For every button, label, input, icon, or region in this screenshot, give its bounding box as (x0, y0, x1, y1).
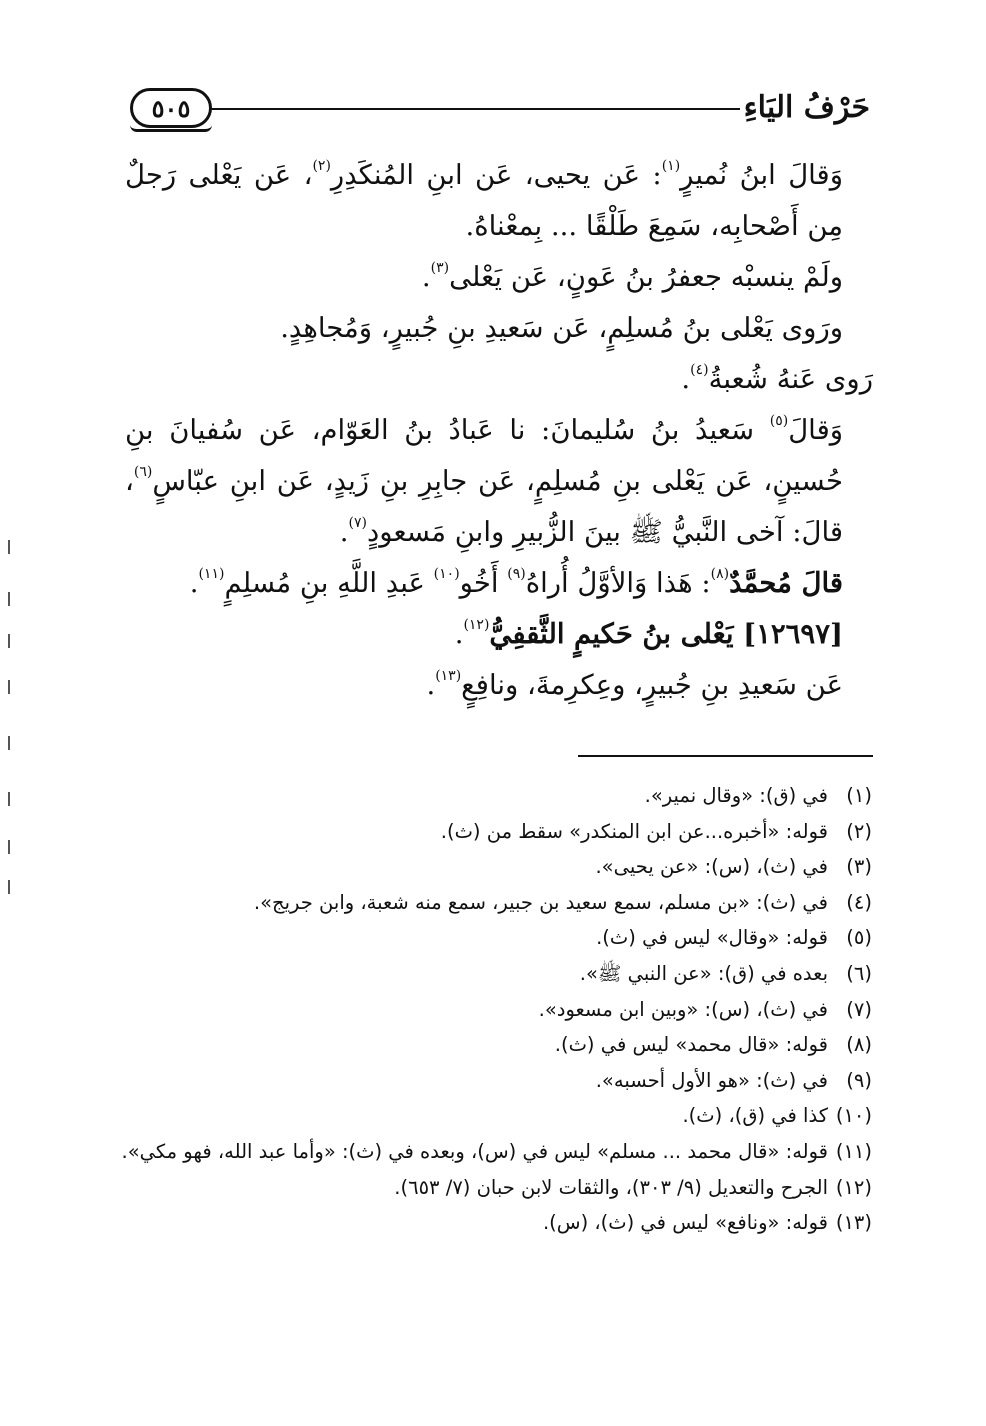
footnote-ref: (٩) (507, 566, 526, 582)
text-run: : عَن يحيى، عَن ابنِ المُنكَدِرِ (330, 159, 662, 191)
paragraph-3: ورَوى يَعْلى بنُ مُسلِمٍ، عَن سَعيدِ بنِ جُبيرٍ، وَمُجاهِدٍ. (280, 312, 843, 344)
text-run: سَعيدُ بنُ سُليمانَ: نا عَبادُ بنُ العَوّام، عَن سُفيانَ بنِ حُسينٍ، عَن يَعْلى بنِ مُسلِمٍ، عَن جابِرِ بنِ زَيدٍ، عَن ابنِ عبّاسٍ (125, 414, 843, 497)
paragraph-5 (125, 405, 873, 558)
footnote-ref: (١٣) (435, 668, 462, 684)
footnote-text: قوله: «وقال» ليس في (ث). (596, 926, 828, 950)
main-text (125, 150, 873, 711)
footnote-number: (٣) (846, 855, 872, 879)
text-run: عَن سَعيدِ بنِ جُبيرٍ، وعِكرِمةَ، ونافِعٍ (461, 669, 843, 701)
footnote-number: (١٢) (835, 1175, 872, 1199)
footnote-number: (٦) (846, 961, 872, 985)
footnote-ref: (٢) (312, 158, 331, 174)
text-run: رَوى عَنهُ شُعبةُ (708, 363, 873, 395)
footnote (160, 1063, 872, 1099)
entry-heading (125, 609, 873, 660)
text-run: . (681, 363, 691, 395)
binding-marks (8, 540, 11, 900)
chapter-title: حَرْفُ اليَاءِ (743, 90, 870, 125)
text-run: . (454, 618, 464, 650)
footnote-text: قوله: «قال محمد» ليس في (ث). (554, 1033, 828, 1057)
footnote-ref: (٥) (769, 413, 789, 429)
footnote-ref: (٨) (710, 566, 730, 582)
footnote (160, 849, 872, 885)
footnote-text: الجرح والتعديل (٩/ ٣٠٣)، والثقات لابن حبان (٧/ ٦٥٣). (394, 1175, 828, 1199)
author-label: قالَ مُحمَّدٌ (729, 567, 843, 599)
footnote-number: (٨) (846, 1033, 872, 1057)
footnote-text: في (ق): «وقال نمير». (644, 784, 828, 807)
footnote (160, 1098, 872, 1134)
footnote-separator (578, 755, 873, 757)
page-number: ٥٠٥ (130, 88, 212, 128)
footnote (160, 814, 872, 850)
footnote-ref: (١٢) (463, 617, 490, 633)
footnote (160, 885, 872, 921)
text-run: : هَذا وَالأوَّلُ أُراهُ (525, 567, 711, 599)
binding-tick (8, 680, 10, 694)
binding-tick (8, 880, 10, 894)
page-header (130, 88, 870, 138)
text-run: ، عَن يَعْلى رَجلٌ مِن أَصْحابِه، سَمِعَ طَلْقًا ... بِمعْناهُ. (125, 159, 843, 242)
footnote-number: (٥) (846, 926, 872, 950)
footnote-text: كذا في (ق)، (ث). (682, 1104, 828, 1128)
footnote-number: (١) (846, 784, 872, 807)
footnote-number: (٧) (846, 997, 872, 1021)
footnote-ref: (١١) (198, 566, 225, 582)
footnote-number: (١٠) (835, 1104, 872, 1128)
text-run: . (189, 567, 199, 599)
footnote-text: في (ث)، (س): «عن يحيى». (595, 855, 828, 879)
binding-tick (8, 840, 10, 854)
footnote-ref: (١) (661, 158, 681, 174)
footnote (160, 920, 872, 956)
footnote-number: (٤) (846, 890, 872, 914)
footnote-text: في (ث): «هو الأول أحسبه». (595, 1068, 828, 1092)
paragraph-4 (125, 354, 873, 405)
text-run: وَقالَ (788, 414, 843, 446)
paragraph-2 (125, 252, 873, 303)
footnote-number: (٩) (846, 1068, 872, 1092)
paragraph-6 (125, 558, 873, 609)
binding-tick (8, 592, 10, 606)
text-run: . (426, 669, 436, 701)
footnote-text: قوله: «قال محمد ... مسلم» ليس في (س)، وبعده في (ث): «وأما عبد الله، فهو مكي». (121, 1139, 828, 1163)
footnote-number: (١٣) (835, 1211, 872, 1235)
footnote (160, 1205, 872, 1241)
text-run: . (421, 261, 431, 293)
text-run: . (339, 516, 349, 548)
text-run: عَبدِ اللَّهِ بنِ مُسلِمٍ (224, 567, 434, 599)
footnote-text: قوله: «أخبره...عن ابن المنكدر» سقط من (ث). (440, 819, 828, 843)
footnote (160, 992, 872, 1028)
footnote-ref: (١٠) (433, 566, 460, 582)
footnote (121, 1134, 872, 1170)
entry-title: [١٢٦٩٧] يَعْلى بنُ حَكيمٍ الثَّقفِيُّ (489, 618, 843, 650)
binding-tick (8, 792, 10, 806)
footnote-text: قوله: «ونافع» ليس في (ث)، (س). (542, 1211, 828, 1235)
footnote-ref: (٧) (348, 515, 368, 531)
footnote-ref: (٣) (430, 260, 450, 276)
footnote (160, 1027, 872, 1063)
paragraph-1 (125, 150, 873, 252)
footnote (160, 1170, 872, 1206)
footnote (160, 956, 872, 992)
header-rule (210, 108, 740, 110)
footnote-ref: (٤) (690, 362, 709, 378)
footnote-text: في (ث): «بن مسلم، سمع سعيد بن جبير، سمع منه شعبة، وابن جريج». (253, 890, 828, 914)
binding-tick (8, 540, 10, 554)
text-run: ، قالَ: آخى النَّبيُّ ﷺ بينَ الزُّبيرِ وابنِ مَسعودٍ (125, 465, 843, 548)
footnote (160, 778, 872, 814)
footnote-number: (٢) (846, 819, 872, 843)
text-run: وَقالَ ابنُ نُميرٍ (680, 159, 843, 191)
binding-tick (8, 634, 10, 648)
binding-tick (8, 736, 10, 750)
footnote-text: بعده في (ق): «عن النبي ﷺ». (579, 961, 828, 985)
footnote-text: في (ث)، (س): «وبين ابن مسعود». (538, 997, 828, 1021)
footnote-ref: (٦) (133, 464, 153, 480)
footnotes (121, 778, 872, 1241)
text-run: ولَمْ ينسبْه جعفرُ بنُ عَونٍ، عَن يَعْلى (449, 261, 843, 293)
text-run: أَخُو (459, 567, 508, 599)
paragraph-8 (125, 660, 873, 711)
footnote-number: (١١) (835, 1139, 872, 1163)
